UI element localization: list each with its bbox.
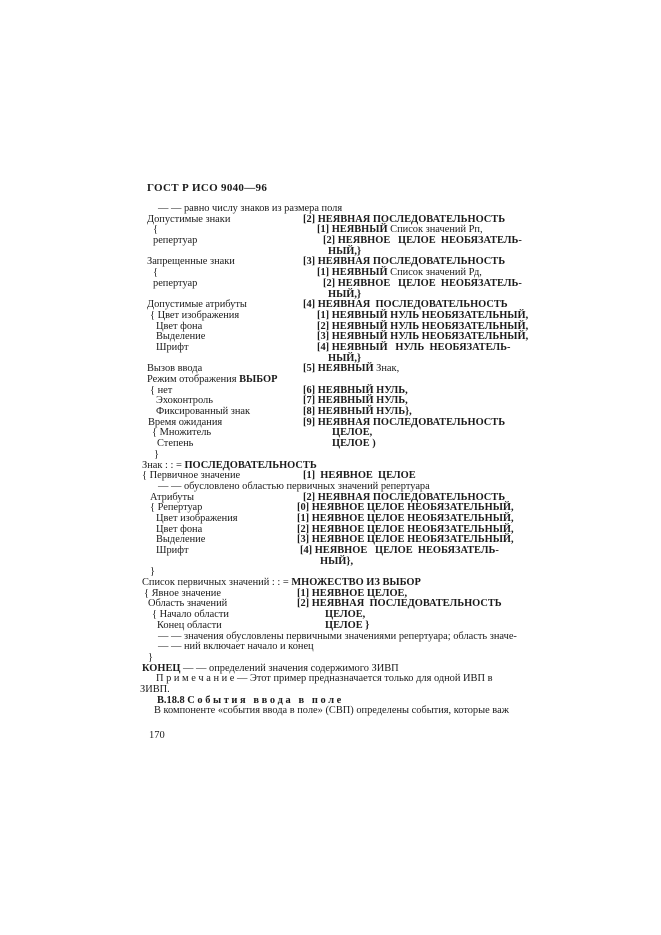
spec-keyword: [5] НЕЯВНЫЙ — [303, 363, 377, 375]
spec-keyword: [4] НЕЯВНАЯ ПОСЛЕДОВАТЕЛЬНОСТЬ — [303, 299, 508, 311]
spec-line-left — [156, 546, 189, 557]
spec-line — [140, 706, 600, 717]
spec-keyword: ЦЕЛОЕ, — [325, 609, 366, 621]
spec-keyword: ВЫБОР — [239, 374, 278, 385]
spec-text: Цвет изображения — [156, 512, 238, 524]
spec-text: { Начало области — [152, 609, 229, 621]
spec-keyword: [2] НЕЯВНОЕ ЦЕЛОЕ НЕОБЯЗАТЕЛЬНЫЙ, — [297, 523, 514, 535]
spec-keyword: [2] НЕЯВНАЯ ПОСЛЕДОВАТЕЛЬНОСТЬ — [297, 598, 502, 610]
spec-text: Конец области — [157, 619, 222, 631]
spec-keyword: [0] НЕЯВНОЕ ЦЕЛОЕ НЕОБЯЗАТЕЛЬНЫЙ, — [297, 502, 514, 514]
spec-text: Эхоконтроль — [156, 395, 213, 407]
spec-keyword: [1] НЕЯВНЫЙ НУЛЬ НЕОБЯЗАТЕЛЬНЫЙ, — [317, 309, 529, 321]
spec-text: Область значений — [148, 598, 228, 610]
spec-keyword: [8] НЕЯВНЫЙ НУЛЬ}, — [303, 406, 412, 418]
spec-keyword: [6] НЕЯВНЫЙ НУЛЬ, — [303, 384, 408, 396]
spec-text: репертуар — [153, 235, 198, 247]
spec-keyword: [3] НЕЯВНЫЙ НУЛЬ НЕОБЯЗАТЕЛЬНЫЙ, — [317, 331, 529, 343]
spec-line-left — [156, 343, 189, 354]
spec-keyword: КОНЕЦ — [142, 662, 181, 674]
spec-keyword: НЫЙ,} — [328, 245, 362, 257]
spec-text: { Цвет изображения — [150, 309, 240, 321]
document-standard-title: ГОСТ Р ИСО 9040—96 — [147, 182, 268, 194]
spec-text: { Множитель — [152, 427, 212, 439]
spec-keyword: ЦЕЛОЕ ) — [332, 438, 376, 450]
spec-line-left — [158, 642, 314, 653]
spec-text: Цвет фона — [156, 523, 203, 535]
spec-text: { — [153, 224, 158, 236]
spec-text: Шрифт — [156, 341, 189, 353]
spec-line-left — [156, 674, 492, 685]
spec-text: { Репертуар — [150, 502, 203, 514]
spec-text: — — равно числу знаков из размера поля — [158, 203, 343, 214]
spec-keyword: [7] НЕЯВНЫЙ НУЛЬ, — [303, 395, 408, 407]
spec-keyword: [1] НЕЯВНЫЙ — [317, 224, 391, 236]
spec-line-left — [154, 706, 509, 717]
spec-text: Список значений Рд, — [390, 267, 482, 279]
spec-text: Знак, — [376, 363, 400, 375]
spec-text: репертуар — [153, 277, 198, 289]
spec-text: } — [148, 651, 153, 663]
spec-text: — — значения обусловлены первичными значениями репертуара; область значе- — [158, 630, 517, 642]
spec-keyword: ЦЕЛОЕ } — [325, 619, 370, 631]
spec-text: Допустимые атрибуты — [147, 299, 247, 311]
spec-text: Шрифт — [156, 545, 189, 556]
spec-keyword: ПОСЛЕДОВАТЕЛЬНОСТЬ — [184, 459, 317, 471]
spec-line-left — [153, 236, 197, 247]
spec-keyword: [3] НЕЯВНОЕ ЦЕЛОЕ НЕОБЯЗАТЕЛЬНЫЙ, — [297, 534, 514, 546]
spec-keyword: [9] НЕЯВНАЯ ПОСЛЕДОВАТЕЛЬНОСТЬ — [303, 416, 506, 428]
spec-keyword: [4] НЕЯВНОЕ ЦЕЛОЕ НЕОБЯЗАТЕЛЬ- — [300, 545, 499, 556]
spec-keyword: [1] НЕЯВНОЕ ЦЕЛОЕ, — [297, 587, 408, 599]
spec-line — [140, 642, 600, 653]
spec-keyword: [2] НЕЯВНАЯ ПОСЛЕДОВАТЕЛЬНОСТЬ — [303, 491, 506, 503]
spec-text: Режим отображения — [147, 374, 240, 385]
spec-keyword: [1] НЕЯВНОЕ ЦЕЛОЕ НЕОБЯЗАТЕЛЬНЫЙ, — [297, 512, 514, 524]
spec-text: В компоненте «события ввода в поле» (СВП) определены события, которые важ — [154, 705, 509, 717]
spec-text: Список первичных значений : : = — [142, 577, 292, 589]
spec-line — [140, 343, 600, 354]
spec-line-left — [153, 279, 197, 290]
spec-text: ЗИВП. — [140, 683, 170, 695]
spec-text: } — [150, 566, 155, 578]
spec-line-left — [147, 257, 235, 268]
spec-text: Знак : : = — [142, 459, 185, 471]
page-number: 170 — [149, 730, 165, 741]
spec-line — [140, 439, 600, 450]
spec-keyword: [4] НЕЯВНЫЙ НУЛЬ НЕОБЯЗАТЕЛЬ- — [317, 341, 511, 353]
spec-line — [140, 236, 600, 247]
spec-keyword: [2] НЕЯВНОЕ ЦЕЛОЕ НЕОБЯЗАТЕЛЬ- — [323, 235, 522, 247]
spec-text: П р и м е ч а н и е — Этот пример предназначается только для одной ИВП в — [156, 673, 493, 685]
spec-keyword: [2] НЕЯВНОЕ ЦЕЛОЕ НЕОБЯЗАТЕЛЬ- — [323, 277, 522, 289]
spec-line-left — [147, 215, 230, 226]
spec-keyword: НЫЙ,} — [328, 352, 362, 364]
spec-text: — — обусловлено областью первичных значений репертуара — [158, 480, 430, 492]
spec-listing — [140, 204, 600, 717]
spec-text: Время ожидания — [148, 416, 223, 428]
spec-keyword: [1] НЕЯВНОЕ ЦЕЛОЕ — [303, 470, 416, 482]
spec-keyword: НЫЙ,} — [328, 288, 362, 300]
spec-line-right — [303, 364, 399, 375]
spec-text: Цвет фона — [156, 320, 203, 332]
spec-text: Список значений Рп, — [390, 224, 483, 236]
spec-line — [140, 546, 600, 557]
spec-text: } — [154, 448, 159, 460]
spec-keyword: [2] НЕЯВНАЯ ПОСЛЕДОВАТЕЛЬНОСТЬ — [303, 213, 506, 225]
spec-keyword: [2] НЕЯВНЫЙ НУЛЬ НЕОБЯЗАТЕЛЬНЫЙ, — [317, 320, 529, 332]
spec-text: Атрибуты — [150, 491, 195, 503]
spec-text: { нет — [150, 384, 173, 396]
spec-text: Степень — [157, 438, 194, 450]
spec-text: Допустимые знаки — [147, 213, 231, 225]
spec-line — [140, 674, 600, 685]
spec-keyword: [1] НЕЯВНЫЙ — [317, 267, 391, 279]
spec-text: Выделение — [156, 534, 206, 546]
spec-text: Выделение — [156, 331, 206, 343]
spec-keyword: ЦЕЛОЕ, — [332, 427, 373, 439]
spec-line-left — [157, 439, 193, 450]
spec-line — [140, 279, 600, 290]
spec-line-right — [332, 439, 376, 450]
spec-keyword: В.18.8 С о б ы т и я в в о д а в п о л е — [157, 694, 342, 706]
spec-text: Фиксированный знак — [156, 406, 251, 418]
spec-keyword: МНОЖЕСТВО ИЗ ВЫБОР — [291, 577, 421, 589]
spec-text: { — [153, 267, 158, 279]
spec-line — [140, 557, 600, 568]
spec-keyword: НЫЙ}, — [320, 555, 354, 567]
spec-text: — — ний включает начало и конец — [158, 641, 314, 653]
spec-text: { Первичное значение — [142, 470, 241, 482]
spec-text: { Явное значение — [144, 587, 221, 599]
spec-keyword: [3] НЕЯВНАЯ ПОСЛЕДОВАТЕЛЬНОСТЬ — [303, 256, 506, 268]
spec-text: Запрещенные знаки — [147, 256, 235, 268]
spec-text: Вызов ввода — [147, 363, 203, 375]
spec-line-right — [320, 557, 353, 568]
spec-text: — — определений значения содержимого ЗИВП — [180, 662, 399, 674]
